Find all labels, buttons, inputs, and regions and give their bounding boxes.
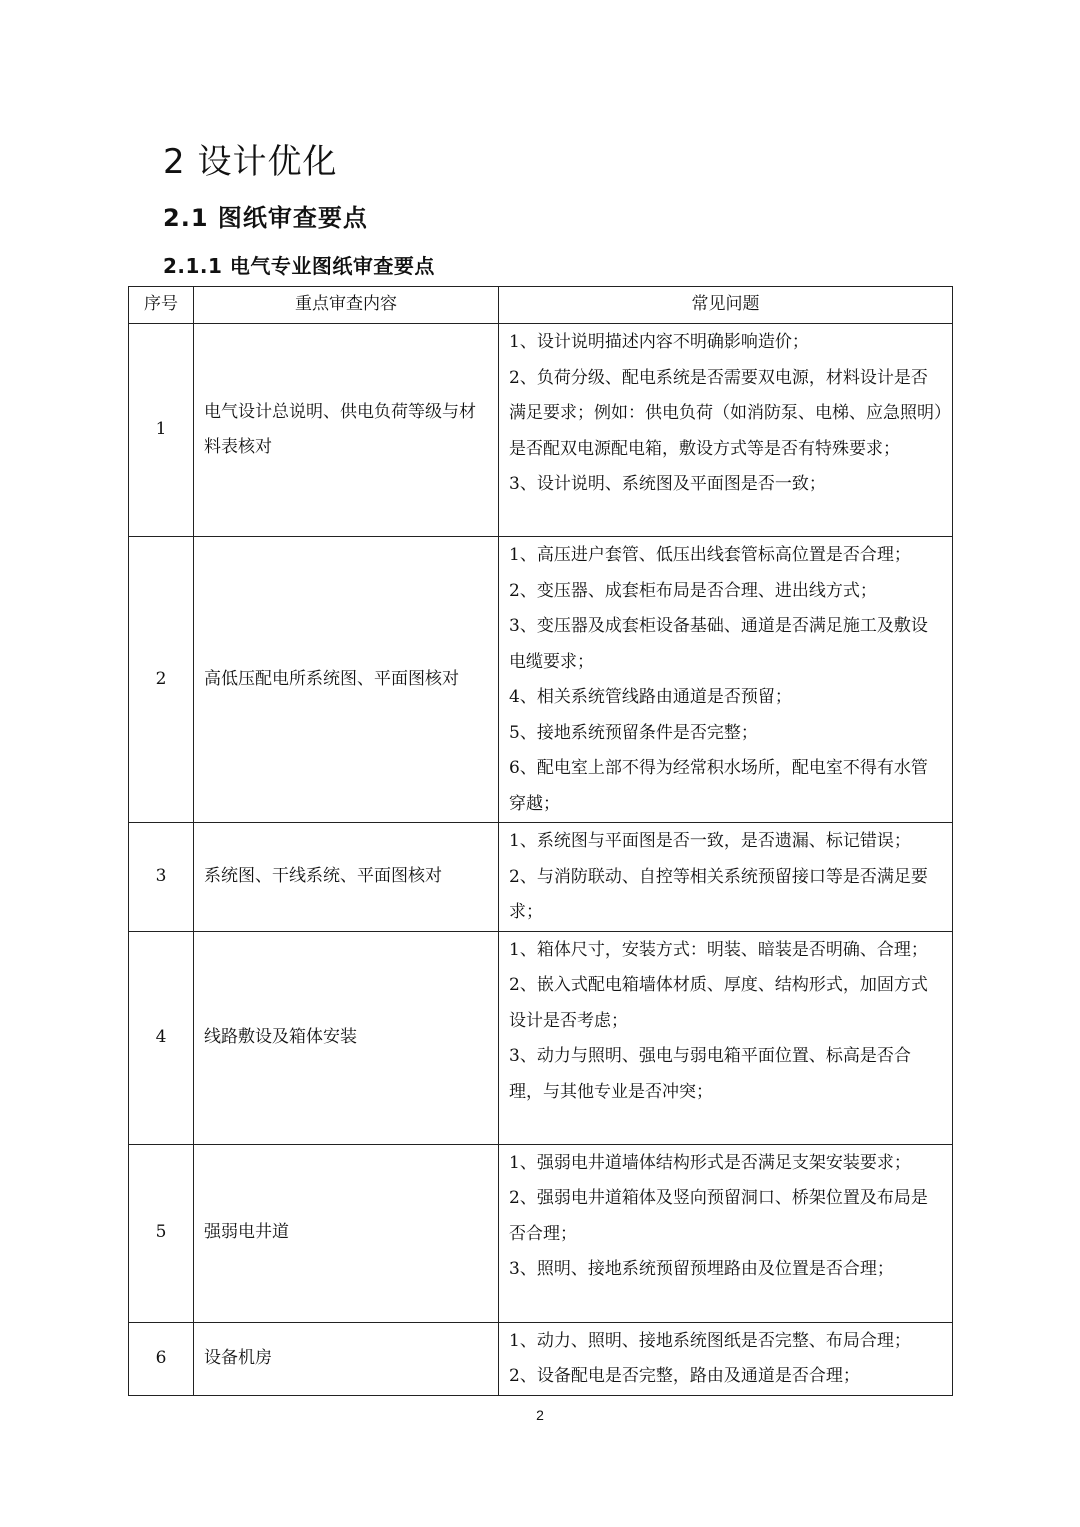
row-issues <box>499 823 953 932</box>
issue-text: 2、嵌入式配电箱墙体材质、厚度、结构形式，加固方式设计是否考虑； <box>509 975 928 1031</box>
row-item: 系统图、干线系统、平面图核对 <box>194 823 499 932</box>
row-issues <box>499 537 953 823</box>
issue-text: 1、箱体尺寸，安装方式：明装、暗装是否明确、合理； <box>509 939 928 960</box>
table-row <box>129 537 953 823</box>
row-no: 3 <box>129 823 194 932</box>
issue-text: 2、变压器、成套柜布局是否合理、进出线方式； <box>509 580 877 601</box>
issue-text: 6、配电室上部不得为经常积水场所，配电室不得有水管穿越； <box>509 758 928 814</box>
row-issues <box>499 1144 953 1322</box>
header-issues: 常见问题 <box>499 287 953 324</box>
issue-text: 4、相关系统管线路由通道是否预留； <box>509 687 792 707</box>
issue-text: 2、与消防联动、自控等相关系统预留接口等是否满足要求； <box>509 866 928 922</box>
issue-text: 2、强弱电井道箱体及竖向预留洞口、桥架位置及布局是否合理； <box>509 1188 928 1244</box>
row-item: 高低压配电所系统图、平面图核对 <box>194 537 499 823</box>
row-issues <box>499 324 953 537</box>
table-row <box>129 931 953 1144</box>
row-no: 5 <box>129 1144 194 1322</box>
review-table <box>128 286 953 1396</box>
row-issues <box>499 931 953 1144</box>
issue-text: 1、设计说明描述内容不明确影响造价； <box>509 332 809 352</box>
issue-text: 1、高压进户套管、低压出线套管标高位置是否合理； <box>509 545 911 565</box>
table-row <box>129 1144 953 1322</box>
row-no: 1 <box>129 324 194 537</box>
issue-text: 3、照明、接地系统预留预埋路由及位置是否合理； <box>509 1259 894 1279</box>
issue-text: 2、负荷分级、配电系统是否需要双电源，材料设计是否满足要求；例如：供电负荷（如消防泵、电梯、应急照明）是否配双电源配电箱，敷设方式等是否有特殊要求； <box>509 367 943 459</box>
heading-2: 2.1 图纸审查要点 <box>163 204 368 232</box>
row-no: 6 <box>129 1322 194 1395</box>
header-item: 重点审查内容 <box>194 287 499 324</box>
table-row <box>129 324 953 537</box>
table-row <box>129 823 953 932</box>
issue-text: 2、设备配电是否完整，路由及通道是否合理； <box>509 1366 860 1386</box>
issue-text: 3、动力与照明、强电与弱电箱平面位置、标高是否合理，与其他专业是否冲突； <box>509 1046 911 1102</box>
row-no: 4 <box>129 931 194 1144</box>
issue-text: 1、强弱电井道墙体结构形式是否满足支架安装要求； <box>509 1152 911 1173</box>
row-item: 设备机房 <box>194 1322 499 1395</box>
issue-text: 1、系统图与平面图是否一致，是否遗漏、标记错误； <box>509 831 911 851</box>
row-issues <box>499 1322 953 1395</box>
heading-1: 2 设计优化 <box>163 142 338 182</box>
issue-text: 3、变压器及成套柜设备基础、通道是否满足施工及敷设电缆要求； <box>509 616 928 672</box>
table-header-row <box>129 287 953 324</box>
row-item: 电气设计总说明、供电负荷等级与材料表核对 <box>194 324 499 537</box>
table-row <box>129 1322 953 1395</box>
issue-text: 3、设计说明、系统图及平面图是否一致； <box>509 474 826 494</box>
row-item: 强弱电井道 <box>194 1144 499 1322</box>
issue-text: 1、动力、照明、接地系统图纸是否完整、布局合理； <box>509 1330 911 1351</box>
issue-text: 5、接地系统预留条件是否完整； <box>509 722 758 743</box>
header-no: 序号 <box>129 287 194 324</box>
page-number: 2 <box>536 1407 544 1423</box>
row-no: 2 <box>129 537 194 823</box>
heading-3: 2.1.1 电气专业图纸审查要点 <box>163 254 435 278</box>
row-item: 线路敷设及箱体安装 <box>194 931 499 1144</box>
